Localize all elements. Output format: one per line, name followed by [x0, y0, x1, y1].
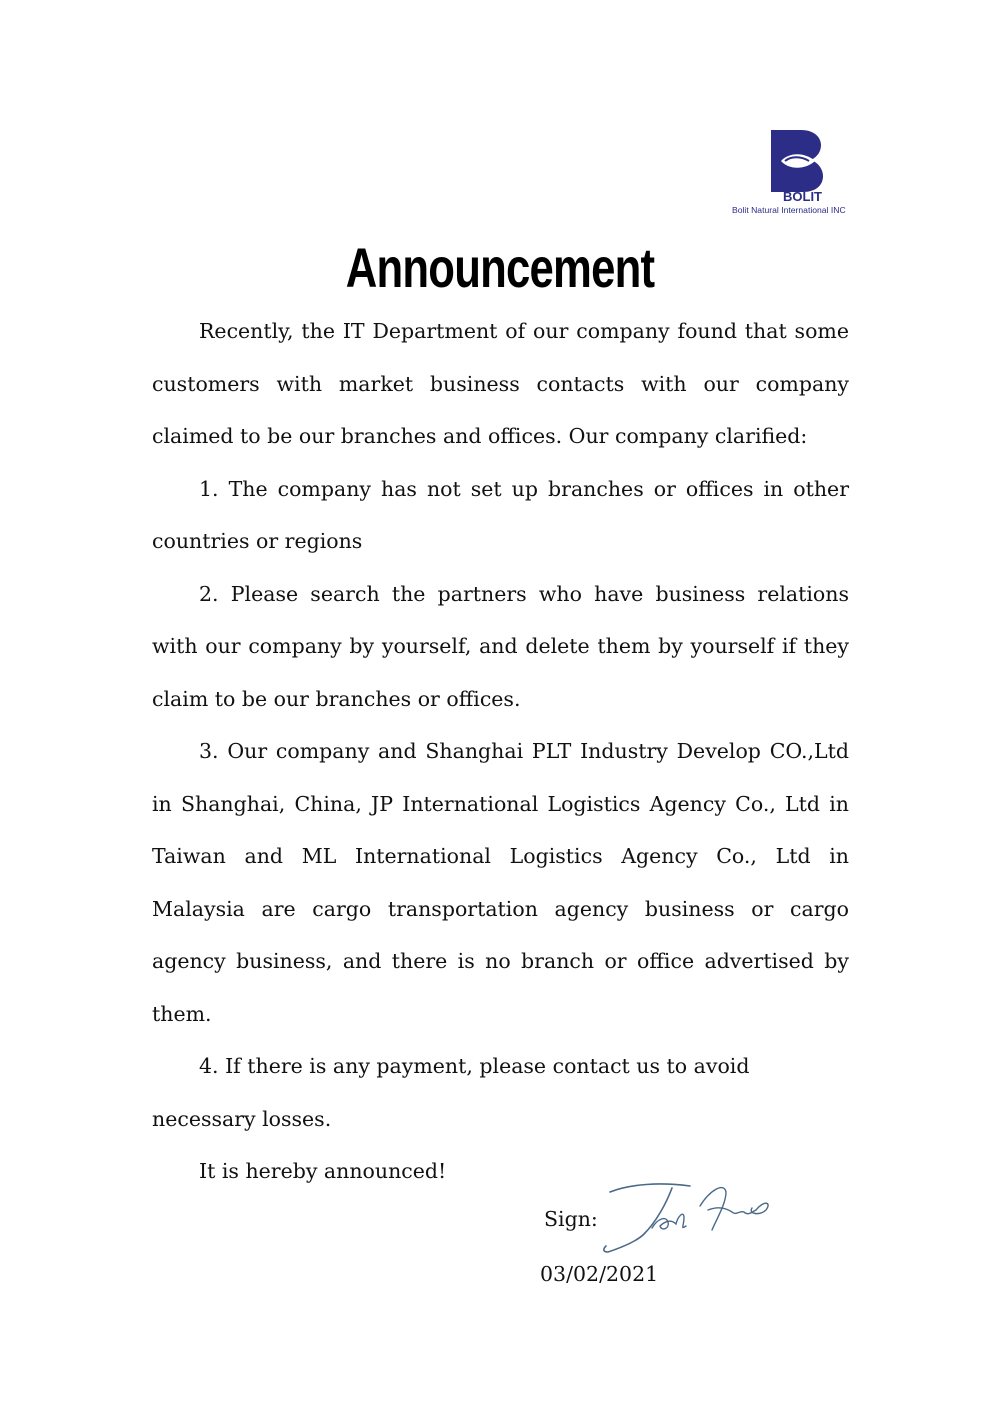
company-logo — [732, 130, 872, 216]
handwritten-signature — [580, 1170, 770, 1260]
sign-label: Sign: — [544, 1207, 598, 1231]
paragraph-intro: Recently, the IT Department of our company found that some customers with market business contacts with our company claimed to be our branches and offices. Our company clarified: — [152, 319, 849, 448]
logo-brand-name: BOLIT — [783, 189, 822, 204]
announcement-body — [152, 305, 849, 1198]
paragraph-item-2: 2. Please search the partners who have business relations with our company by yourself, and delete them by yourself if they claim to be our branches or offices. — [152, 581, 849, 711]
logo-company-name: Bolit Natural International INC — [732, 205, 846, 215]
paragraph-item-3: 3. Our company and Shanghai PLT Industry Develop CO.,Ltd in Shanghai, China, JP International Logistics Agency Co., Ltd in Taiwan and ML International Logistics Agency Co., Ltd in Malaysia are cargo transportation agency business or cargo agency business, and there is no branch or office advertised by them. — [152, 739, 849, 1026]
signature-block — [540, 1170, 780, 1300]
paragraph-item-1: 1. The company has not set up branches or offices in other countries or regions — [152, 476, 849, 553]
paragraph-closing: It is hereby announced! — [199, 1159, 447, 1183]
sign-date: 03/02/2021 — [540, 1262, 659, 1286]
paragraph-item-4: 4. If there is any payment, please contact us to avoid necessary losses. — [152, 1054, 750, 1131]
page-title: Announcement — [345, 236, 655, 299]
bolit-logo-icon — [771, 130, 823, 192]
